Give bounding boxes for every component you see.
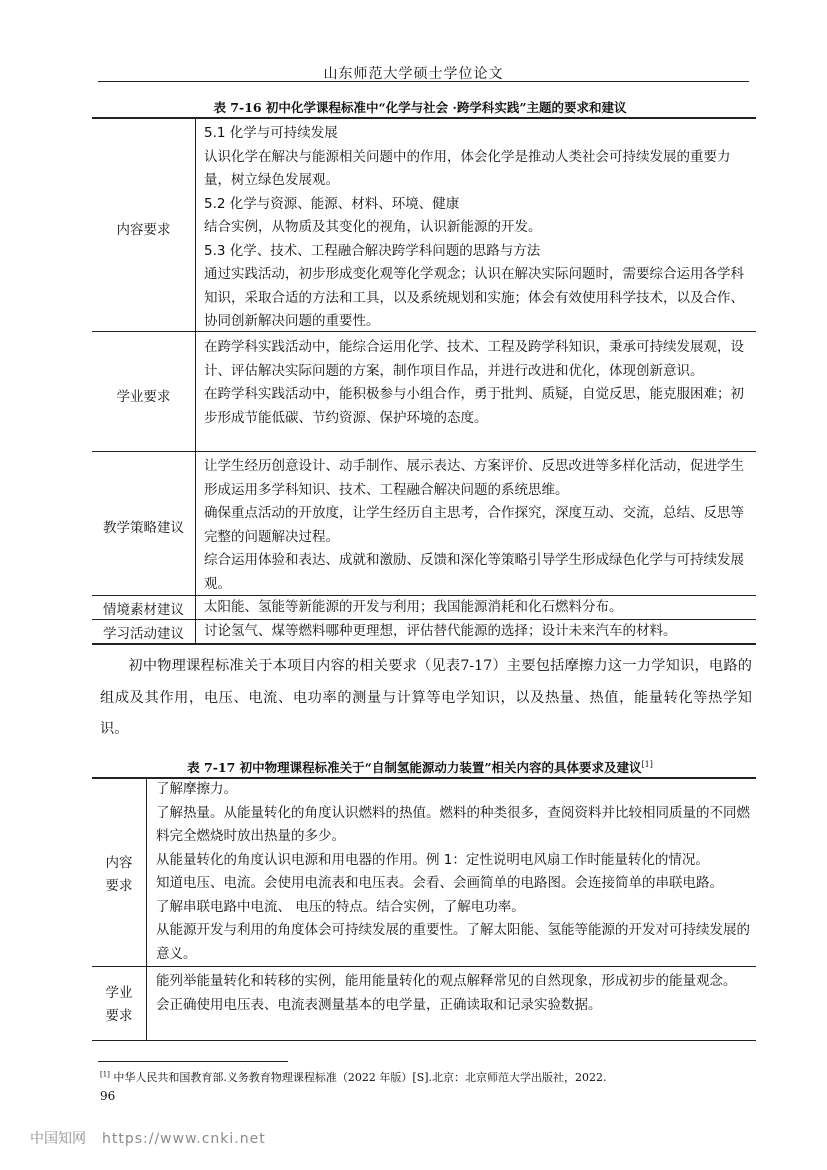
- table2-row-label: [92, 982, 146, 1028]
- table1-row-label: 内容要求: [116, 222, 171, 238]
- list-item: 从能量转化的角度认识电源和用电器的作用。例 1：定性说明电风扇工作时能量转化的情况。: [156, 851, 709, 868]
- table-7-16-caption: 表 7-16 初中化学课程标准中“化学与社会 ·跨学科实践”主题的要求和建议: [213, 100, 627, 115]
- paragraph-text: 初中物理课程标准关于本项目内容的相关要求（见表7-17）主要包括摩擦力这一力学知识，电路的组成及其作用，电压、电流、电功率的测量与计算等电学知识，以及热量、热值，能量转化等热学知识。: [100, 658, 752, 737]
- table1-row-label: 学习活动建议: [103, 626, 184, 642]
- list-item: 综合运用体验和表达、成就和激励、反馈和深化等策略引导学生形成绿色化学与可持续发展观。: [204, 552, 744, 592]
- table2-column-rule: [146, 778, 147, 1040]
- footnote-ref: [1]: [641, 759, 653, 769]
- watermark: [30, 1128, 266, 1148]
- list-item: 确保重点活动的开放度，让学生经历自主思考，合作探究，深度互动、交流，总结、反思等完整的问题解决过程。: [204, 505, 744, 545]
- footnote-text: 中华人民共和国教育部.义务教育物理课程标准（2022 年版）[S].北京：北京师范大学出版社，2022.: [109, 1071, 607, 1084]
- table2-row-content: [156, 970, 752, 1017]
- list-item: 讨论氢气、煤等燃料哪种更理想，评估替代能源的选择；设计未来汽车的材料。: [204, 623, 677, 639]
- table1-column-rule: [195, 118, 196, 644]
- running-header: 山东师范大学硕士学位论文: [323, 66, 504, 82]
- table1-row-label: 情境素材建议: [103, 602, 184, 618]
- footnote-marker: [1]: [100, 1070, 110, 1079]
- header-rule: [98, 81, 749, 82]
- list-item: 5.1 化学与可持续发展: [204, 125, 338, 141]
- page-number: 96: [100, 1089, 116, 1103]
- list-item: 认识化学在解决与能源相关问题中的作用，体会化学是推动人类社会可持续发展的重要力量，树立绿色发展观。: [204, 148, 731, 188]
- table2-row-content: [156, 778, 752, 966]
- table2-row-label-text: 学业要求: [105, 985, 133, 1024]
- list-item: 结合实例，从物质及其变化的视角，认识新能源的开发。: [204, 219, 542, 235]
- table1-bottom-rule: [92, 643, 756, 645]
- list-item: 知道电压、电流。会使用电流表和电压表。会看、会画简单的电路图。会连接简单的串联电路。: [156, 875, 723, 891]
- list-item: 在跨学科实践活动中，能积极参与小组合作，勇于批判、质疑，自觉反思，能克服困难；初步形成节能低碳、节约资源、保护环境的态度。: [204, 386, 744, 426]
- list-item: 了解串联电路中电流、 电压的特点。结合实例，了解电功率。: [156, 898, 525, 915]
- list-item: 能列举能量转化和转移的实例，能用能量转化的观点解释常见的自然现象，形成初步的能量观念。: [156, 973, 737, 989]
- table1-row-rule: [92, 451, 756, 452]
- caption-text: 表 7-17 初中物理课程标准关于“自制氢能源动力装置”相关内容的具体要求及建议: [187, 760, 642, 775]
- table-7-17-caption: [90, 758, 750, 776]
- table1-row-label: 教学策略建议: [103, 520, 184, 536]
- list-item: 通过实践活动，初步形成变化观等化学观念；认识在解决实际问题时，需要综合运用各学科知识，采取合适的方法和工具，以及系统规划和实施；体会有效使用科学技术，以及合作、协同创新解决问题的重要性。: [204, 266, 744, 329]
- body-paragraph: [100, 651, 752, 746]
- table2-bottom-rule: [92, 1040, 756, 1041]
- list-item: 从能源开发与利用的角度体会可持续发展的重要性。了解太阳能、氢能等能源的开发对可持续发展的意义。: [156, 922, 750, 962]
- table2-row-rule: [92, 966, 756, 967]
- list-item: 5.2 化学与资源、能源、材料、环境、健康: [204, 195, 460, 212]
- table2-row-label: [92, 852, 146, 898]
- watermark-brand: 中国知网: [30, 1131, 86, 1147]
- table1-row-content: [204, 336, 752, 430]
- footnote: [100, 1069, 607, 1085]
- table2-row-label-text: 内容要求: [105, 855, 133, 894]
- list-item: 了解摩擦力。: [156, 781, 237, 797]
- table1-row-content: [204, 620, 752, 644]
- table1-row-rule: [92, 331, 756, 332]
- table1-row-content: [204, 455, 752, 596]
- list-item: 太阳能、氢能等新能源的开发与利用；我国能源消耗和化石燃料分布。: [204, 599, 623, 615]
- table1-row-content: [204, 122, 752, 334]
- list-item: 5.3 化学、技术、工程融合解决跨学科问题的思路与方法: [204, 242, 541, 259]
- table1-row-content: [204, 596, 752, 620]
- list-item: 在跨学科实践活动中，能综合运用化学、技术、工程及跨学科知识，秉承可持续发展观，设计、评估解决实际问题的方案，制作项目作品，并进行改进和优化，体现创新意识。: [204, 339, 744, 379]
- list-item: 会正确使用电压表、电流表测量基本的电学量，正确读取和记录实验数据。: [156, 996, 602, 1013]
- footnote-rule: [98, 1061, 288, 1062]
- list-item: 了解热量。从能量转化的角度认识燃料的热值。燃料的种类很多，查阅资料并比较相同质量的不同燃料完全燃烧时放出热量的多少。: [156, 804, 750, 844]
- table1-row-label: 学业要求: [116, 389, 171, 405]
- watermark-url: https://www.cnki.net: [102, 1131, 266, 1147]
- table1-top-rule: [92, 117, 756, 119]
- list-item: 让学生经历创意设计、动手制作、展示表达、方案评价、反思改进等多样化活动，促进学生形成运用多学科知识、技术、工程融合解决问题的系统思维。: [204, 458, 744, 498]
